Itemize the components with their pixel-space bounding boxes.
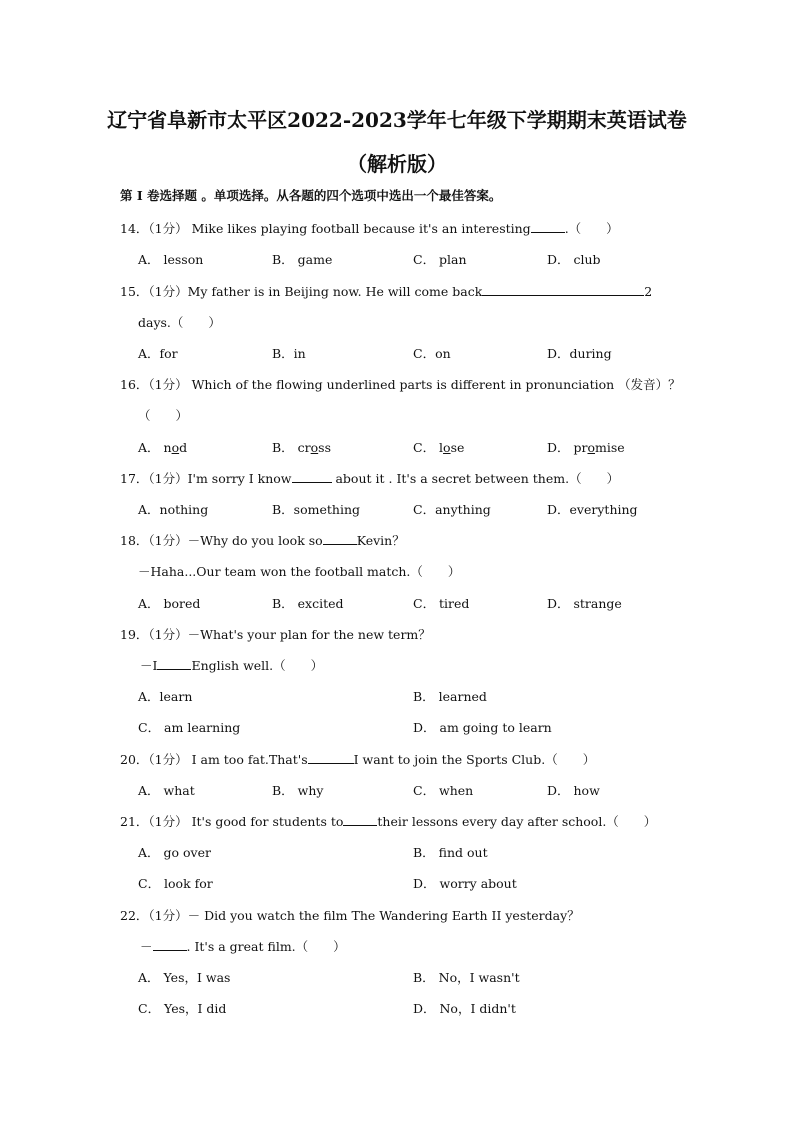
underlined-letter: o — [171, 440, 180, 455]
answer-blank — [153, 938, 187, 951]
dialogue-end: . It's a great film.（ ） — [186, 939, 346, 954]
option-c: C． Yes，I did — [138, 1001, 227, 1016]
question-21 — [120, 812, 656, 830]
option-b: B． find out — [413, 845, 488, 860]
question-number: 19．（1分） — [120, 627, 188, 642]
option-a: A．nothing — [138, 502, 209, 517]
question-number: 18．（1分） — [120, 533, 188, 548]
question-text: My father is in Beijing now. He will come back — [187, 284, 483, 299]
answer-blank — [308, 751, 354, 764]
option-a: A． go over — [138, 845, 211, 860]
option-d: D． how — [547, 783, 600, 798]
question-continuation: －Haha...Our team won the football match.（ ） — [138, 564, 461, 579]
question-continuation — [140, 937, 346, 955]
underlined-letter: o — [310, 440, 319, 455]
option-b: B． No，I wasn't — [413, 970, 520, 985]
option-b — [272, 438, 331, 456]
answer-blank — [531, 220, 565, 233]
question-text-end: Kevin？ — [356, 533, 405, 548]
question-text-end: .（ ） — [564, 221, 619, 236]
option-b: B． game — [272, 252, 333, 267]
question-14 — [120, 219, 619, 237]
question-text-end: 2 — [644, 284, 653, 299]
option-a: A． Yes，I was — [138, 970, 231, 985]
question-text-end: about it . It's a secret between them.（ ） — [331, 471, 620, 486]
question-number: 22．（1分） — [120, 908, 188, 923]
question-number: 16．（1分） — [120, 377, 188, 392]
option-text: d — [179, 440, 188, 455]
document-subtitle: （解析版） — [347, 152, 447, 176]
section-heading: 第 I 卷选择题 。单项选择。从各题的四个选项中选出一个最佳答案。 — [120, 188, 502, 203]
question-number: 15．（1分） — [120, 284, 188, 299]
option-d: D．during — [547, 346, 612, 361]
answer-blank — [292, 470, 332, 483]
dialogue-start: －I — [140, 658, 158, 673]
option-d: D． No，I didn't — [413, 1001, 516, 1016]
answer-blank — [157, 657, 191, 670]
option-d: D． am going to learn — [413, 720, 552, 735]
dialogue-start: － — [140, 939, 153, 954]
question-number: 21．（1分） — [120, 814, 188, 829]
question-text: －What's your plan for the new term？ — [187, 627, 431, 642]
question-16 — [120, 375, 681, 393]
underlined-letter: o — [443, 440, 451, 455]
question-19 — [120, 625, 431, 643]
option-text: D． pr — [547, 440, 588, 455]
option-a: A． bored — [138, 596, 201, 611]
question-continuation — [140, 656, 323, 674]
option-a: A． lesson — [138, 252, 204, 267]
option-text: se — [450, 440, 465, 455]
question-text: Mike likes playing football because it's an interesting — [187, 221, 531, 236]
question-20 — [120, 750, 595, 768]
question-text: I am too fat.That's — [187, 752, 308, 767]
question-18 — [120, 531, 405, 549]
option-d: D． worry about — [413, 876, 517, 891]
option-b: B． why — [272, 783, 324, 798]
question-number: 17．（1分） — [120, 471, 188, 486]
option-c: C．on — [413, 346, 451, 361]
option-text: ss — [318, 440, 332, 455]
question-text-end: their lessons every day after school.（ ） — [377, 814, 657, 829]
option-d: D． club — [547, 252, 601, 267]
question-text: It's good for students to — [187, 814, 344, 829]
question-22 — [120, 906, 580, 924]
document-title: 辽宁省阜新市太平区2022-2023学年七年级下学期期末英语试卷 — [107, 108, 687, 132]
option-text: mise — [595, 440, 625, 455]
option-text: A． n — [138, 440, 172, 455]
answer-blank — [343, 813, 377, 826]
option-c: C． tired — [413, 596, 470, 611]
question-number: 20．（1分） — [120, 752, 188, 767]
option-c: C． when — [413, 783, 474, 798]
option-a — [138, 438, 187, 456]
option-b: B．in — [272, 346, 306, 361]
option-b: B． learned — [413, 689, 487, 704]
option-a: A．for — [138, 346, 178, 361]
question-text: －Why do you look so — [187, 533, 323, 548]
question-continuation: （ ） — [138, 408, 189, 423]
answer-blank — [323, 532, 357, 545]
option-a: A．learn — [138, 689, 193, 704]
option-b: B． excited — [272, 596, 344, 611]
option-d — [547, 438, 625, 456]
option-c: C．anything — [413, 502, 491, 517]
option-c: C． look for — [138, 876, 213, 891]
question-text: － Did you watch the film The Wandering Earth II yesterday？ — [187, 908, 580, 923]
question-17 — [120, 469, 619, 487]
option-text: B． cr — [272, 440, 311, 455]
question-continuation: days.（ ） — [138, 315, 221, 330]
question-text: Which of the flowing underlined parts is different in pronunciation （发音）？ — [187, 377, 681, 392]
option-c — [413, 438, 464, 456]
option-c: C． plan — [413, 252, 467, 267]
underlined-letter: o — [587, 440, 596, 455]
option-a: A． what — [138, 783, 195, 798]
question-text-end: I want to join the Sports Club.（ ） — [353, 752, 596, 767]
option-b: B．something — [272, 502, 361, 517]
option-c: C． am learning — [138, 720, 241, 735]
option-d: D． strange — [547, 596, 622, 611]
option-d: D．everything — [547, 502, 638, 517]
question-text: I'm sorry I know — [187, 471, 292, 486]
dialogue-end: English well.（ ） — [191, 658, 324, 673]
question-15 — [120, 282, 652, 300]
option-text: C． l — [413, 440, 444, 455]
answer-blank — [482, 283, 644, 296]
question-number: 14．（1分） — [120, 221, 188, 236]
